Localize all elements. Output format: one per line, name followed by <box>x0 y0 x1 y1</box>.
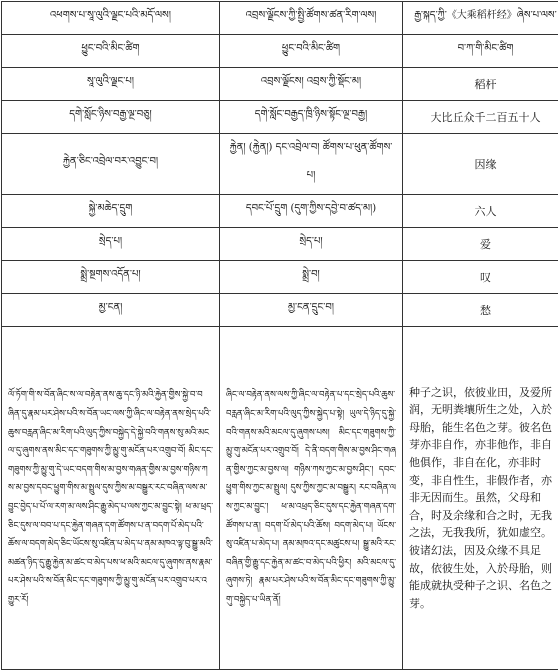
comparison-table <box>1 1 558 670</box>
passage-row <box>2 327 558 670</box>
table-row <box>2 101 558 134</box>
term-tibetan-1: སྲེད་པ། <box>2 228 220 261</box>
header-col1: འཕགས་པ་སཱ་ལུའི་ལྗང་པའི་མདོ་ལས། <box>2 2 220 35</box>
term-tibetan-2: མྱ་ངན་དྲུང་བ། <box>220 294 403 327</box>
header-col3-post: ཞེས་པ་ལས་ <box>517 10 557 21</box>
term-tibetan-1: སྐྱེ་མཆེད་དྲུག <box>2 195 220 228</box>
header-col1-sub: ཕྱུང་བའི་མིང་ཚིག <box>2 35 220 68</box>
term-tibetan-2: སྲེད་པ། <box>220 228 403 261</box>
term-chinese: 叹 <box>403 261 558 294</box>
header-row <box>2 2 558 35</box>
table-row <box>2 261 558 294</box>
term-chinese: 因缘 <box>403 134 558 195</box>
term-tibetan-1: མྱ་ངན། <box>2 294 220 327</box>
table-row <box>2 228 558 261</box>
term-chinese: 六人 <box>403 195 558 228</box>
table-row <box>2 294 558 327</box>
term-tibetan-1: སཱ་ལུའི་ལྗང་པ། <box>2 68 220 101</box>
header-col3-pre: རྒྱ་སྐད་ཀྱི་ <box>414 10 447 21</box>
term-tibetan-2: སྨྲེ་བ། <box>220 261 403 294</box>
table-row <box>2 195 558 228</box>
header-col3 <box>403 2 558 35</box>
term-tibetan-1: དགེ་སློང་ཉིས་བརྒྱ་ལྔ་བཅུ། <box>2 101 220 134</box>
term-tibetan-2: འབྲས་ལྗོངས། འབྲས་ཀྱི་སྡོང་མ། <box>220 68 403 101</box>
term-tibetan-1: སྨྲེ་སྔགས་འདོན་པ། <box>2 261 220 294</box>
table-row <box>2 134 558 195</box>
header-col3-title: 《大乘稻杆经》 <box>447 10 517 21</box>
term-tibetan-2: དབང་པོ་དྲུག (དུག་ཀྱིས་དབྱེ་བ་ཚད་མ།) <box>220 195 403 228</box>
table-row <box>2 68 558 101</box>
term-chinese: 愁 <box>403 294 558 327</box>
term-chinese: 大比丘众千二百五十人 <box>403 101 558 134</box>
header-col3-sub: བ་ཀ་གི་མིང་ཚིག <box>403 35 558 68</box>
term-tibetan-1: རྐྱེན་ཅིང་འབྲེལ་བར་འབྱུང་བ། <box>2 134 220 195</box>
header-sub-row <box>2 35 558 68</box>
passage-tibetan-1: ལོ་ཏོག་གི་ས་བོན་ཞིང་ས་ལ་བརྟེན་ནས་ཆུ་དང་ཉི་མའི་རྐྱེན་གྱིས་སྐྱེ་བ་བཞིན་དུ་རྣམ་པར་ཤེས་པའི་ས་བོན་ཡང་ལས་ཀྱི་ཞིང་ལ་བརྟེན་ནས་སྲེད་པའི་ཆུས་བརླན་ཞིང་མ་རིག་པའི་ལུད་ཀྱིས་བསྐྱེད་དེ་སྐྱེ་བའི་གནས་སུ་མའི་མངལ་དུ་ཞུགས་ནས་མིང་དང་གཟུགས་ཀྱི་མྱུ་གུ་མངོན་པར་འགྲུབ་བོ། མིང་དང་གཟུགས་ཀྱི་མྱུ་གུ་དེ་ཡང་བདག་གིས་མ་བྱས་གཞན་གྱིས་མ་བྱས་གཉིས་ཀས་མ་བྱས་དབང་ཕྱུག་གིས་མ་སྤྲུལ་དུས་ཀྱིས་མ་བསྒྱུར་རང་བཞིན་ལས་མ་བྱུང་བྱེད་པ་པོ་ལ་རག་མ་ལས་ཤིང་རྒྱུ་མེད་པ་ལས་ཀྱང་མ་བྱུང་སྟེ། ཕ་མ་ཕྲད་ཅིང་དུས་ལ་བབ་པ་དང་རྐྱེན་གཞན་དག་ཚོགས་པ་ན་བདག་པོ་མེད་པའི་ཆོས་ལ་བདག་མེད་ཅིང་ཡོངས་སུ་འཛིན་པ་མེད་པ་ནམ་མཁའ་ལྟ་བུ་སྒྱུ་མའི་མཚན་ཉིད་དུ་རྒྱུ་རྐྱེན་མ་ཚང་བ་མེད་པས་ཕ་མའི་མངལ་དུ་ཞུགས་ནས་རྣམ་པར་ཤེས་པའི་ས་བོན་མིང་དང་གཟུགས་ཀྱི་མྱུ་གུ་མངོན་པར་འགྲུབ་པར་འགྱུར་རོ། <box>2 327 220 670</box>
passage-chinese: 种子之识，依彼业田，及爱所润，无明粪壤所生之处，入於母胎，能生名色之芽。彼名色芽亦非自作，亦非他作，非自他俱作，非自在化，亦非时变，非自性生，非假作者，亦非无因而生。虽然，父母和合，时及余缘和合之时，无我之法，无我我所，犹如虚空。彼诸幻法，因及众缘不具足故，依彼生处，入於母胎，则能成就执受种子之识、名色之芽。 <box>403 327 558 670</box>
header-col2: འབྲས་ལྗོངས་ཀྱི་སྤྱི་ཚོགས་ཚན་རིག་ལས། <box>220 2 403 35</box>
passage-tibetan-2: ཞིང་ལ་བརྟེན་ནས་ལས་ཀྱི་ཞིང་ལ་བརྟེན་པ་དང་སྲེད་པའི་ཆུས་བརླན་ཞིང་མ་རིག་པའི་ལུད་ཀྱིས་སྐྱེད་པ་སྟེ། ཡུལ་དེ་ཉིད་དུ་སྐྱེ་བའི་གནས་མའི་མངལ་དུ་ཞུགས་པས། མིང་དང་གཟུགས་ཀྱི་མྱུ་གུ་མངོན་པར་འགྲུབ་བོ། དེ་ནི་བདག་གིས་མ་བྱས་ཤིང་གཞན་གྱིས་ཀྱང་མ་བྱས་ལ། གཉིས་ཀས་ཀྱང་མ་བྱས་ཤིང་། དབང་ཕྱུག་གིས་ཀྱང་མ་སྤྲུལ། དུས་ཀྱིས་ཀྱང་མ་བསྒྱུར། རང་བཞིན་ལས་ཀྱང་མ་བྱུང་། ཕ་མ་འཕྲད་ཅིང་དུས་དང་རྐྱེན་གཞན་དག་ཚོགས་པ་ན། བདག་པོ་མེད་པའི་ཆོས། བདག་མེད་པ། ཡོངས་སུ་འཛིན་པ་མེད་པ། ནམ་མཁའ་དང་མཚུངས་པ། སྒྱུ་མའི་རང་བཞིན་གྱི་རྒྱུ་དང་རྐྱེན་མ་ཚང་བ་མེད་པའི་ཕྱིར། མའི་མངལ་དུ་ཞུགས་ཏེ། རྣམ་པར་ཤེས་པའི་ས་བོན་མིང་དང་གཟུགས་ཀྱི་མྱུ་གུ་བསྐྱེད་པ་ཡིན་ནོ། <box>220 327 403 670</box>
term-tibetan-2: རྐྱེན། (རྐྱེན།) དང་འབྲེལ་བ། ཚོགས་པ་ཕུན་ཚོགས་པ། <box>220 134 403 195</box>
term-chinese: 稻杆 <box>403 68 558 101</box>
term-chinese: 爱 <box>403 228 558 261</box>
header-col2-sub: ཕྱུང་བའི་མིང་ཚིག <box>220 35 403 68</box>
term-tibetan-2: དགེ་སློང་བརྒྱད་ཁྲི་ཉིས་སྟོང་ལྔ་བརྒྱ། <box>220 101 403 134</box>
